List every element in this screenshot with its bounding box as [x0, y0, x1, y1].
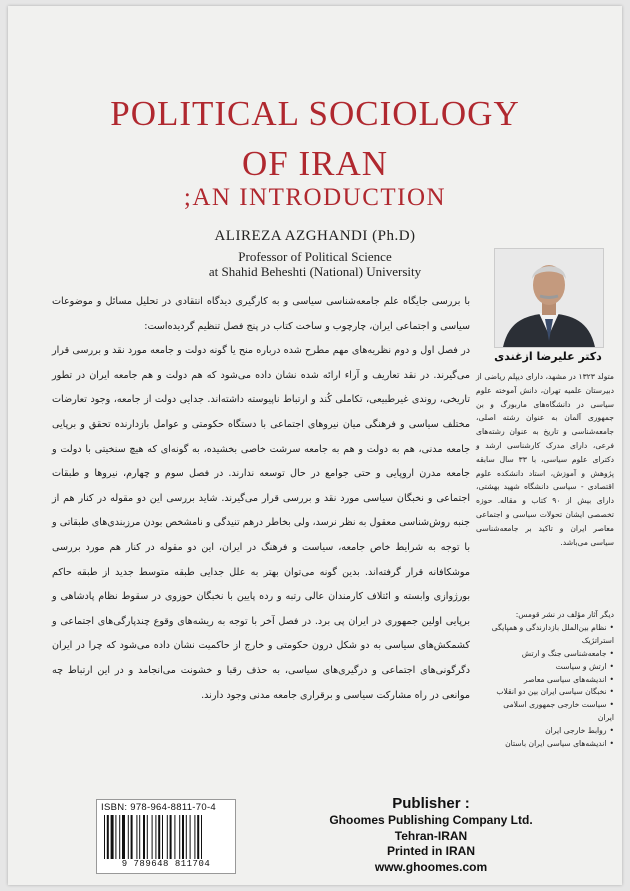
- author-bio: [476, 370, 614, 549]
- other-works: [488, 609, 614, 751]
- publisher-block: [304, 794, 558, 875]
- isbn-label: ISBN: 978-964-8811-70-4: [101, 802, 216, 813]
- barcode-icon: [103, 815, 229, 859]
- back-cover: [8, 6, 622, 885]
- barcode-block: [96, 799, 236, 874]
- list-item: • روابط خارجی ایران: [488, 725, 614, 738]
- publisher-city: Tehran-IRAN: [394, 828, 468, 843]
- author-role-line1: Professor of Political Science: [238, 249, 392, 264]
- author-bio-text: متولد ۱۳۲۳ در مشهد، دارای دیپلم ریاضی از دبیرستان علمیه تهران، دانش آموخته علوم سیاسی در دانشگاه‌های ماربورگ و بن جمهوری آلمان به عنوان رشته اصلی، جامعه‌شناسی و تاریخ به عنوان رشته‌های فرعی، دارای مدرک کارشناسی ارشد و دکترای علوم سیاسی، با ۳۳ سال سابقه پژوهش و آموزش، استاد دانشکده علوم اقتصادی - سیاسی دانشگاه شهید بهشتی، دارای بیش از ۹۰ کتاب و مقاله. حوزه تخصصی ایشان تحولات سیاسی و اجتماعی معاصر ایران و تاکید بر جامعه‌شناسی سیاسی می‌باشد.: [476, 372, 615, 547]
- blurb-paragraph-1: با بررسی جایگاه علم جامعه‌شناسی سیاسی و به کارگیری دیدگاه انتقادی در تحلیل مسائل و موضوعات سیاسی و اجتماعی ایران، چارچوب و ساخت کتاب در پنج فصل تنظیم گردیده‌است:: [52, 296, 470, 332]
- publisher-printed: Printed in IRAN: [386, 844, 475, 858]
- blurb-paragraph-2: در فصل اول و دوم نظریه‌های مهم مطرح شده درباره منح یا گونه دولت و جامعه مورد نقد و بررسی قرار می‌گیرند. در نقد تعاریف و آراء ارائه شده نشان داده می‌شود که هم دولت و هم جامعه ایران در تطور تاریخی، روندی غیرطبیعی، تکاملی کُند و ارتباط ناپیوسته داشته‌اند. جدایی دولت از جامعه، وجود تعارضات مختلف سیاسی و فرهنگی میان نیروهای اجتماعی با دستگاه حکومتی و عوامل بازدارنده تحقق و برپایی جامعه مدنی، هم به دولت و هم به جامعه سرشت خاصی بخشیده، به گونه‌ای که هیچ سنخیتی با دولت و جامعه مدرن اروپایی و حتی جوامع در حال توسعه ندارند. در فصل سوم و چهارم، نیروها و طبقات اجتماعی و نخبگان سیاسی مورد نقد و بررسی قرار می‌گیرند. شاید بررسی این دو مقوله در کنار هم از جنبه روش‌شناسی معقول به نظر نرسد، ولی بخاطر درهم تنیدگی و نامشخص بودن مرزبندی‌های طبقاتی و با توجه به شرایط خاص جامعه، سیاست و فرهنگ در ایران، این دو مقوله در کنار هم مورد بررسی موشکافانه قرار گرفته‌اند. بدین گونه می‌توان بهتر به علل جدایی طبقه متوسط جدید از طبقه حاکم بورژوازی وابسته و ائتلاف کارمندان عالی رتبه و رده پایین با نخبگان حوزوی در سقوط نظام پادشاهی و برپایی اولین جمهوری در ایران پی برد. در فصل آخر با توجه به ریشه‌های وقوع چندپارگی‌های اجتماعی و کشمکش‌های سیاسی به دو شکل درون حکومتی و خارج از حاکمیت نشان داده می‌شود که چرا در ایران دگرگونی‌های اجتماعی و درگیری‌های سیاسی، به حذف رقبا و خشونت می‌انجامد و در این ارتباط چه موانعی در راه مشارکت سیاسی و برقراری جامعه مدنی وجود دارند.: [52, 345, 470, 701]
- book-title-line2: OF IRAN: [241, 144, 389, 183]
- book-subtitle: ;AN INTRODUCTION: [183, 184, 447, 211]
- author-caption: دکتر علیرضا ازغندی: [494, 350, 602, 363]
- list-item: • سیاست خارجی جمهوری اسلامی ایران: [488, 699, 614, 725]
- list-item: • ارتش و سیاست: [488, 661, 614, 674]
- publisher-name: Ghoomes Publishing Company Ltd.: [329, 813, 533, 827]
- list-item: • اندیشه‌های سیاسی ایران باستان: [488, 738, 614, 751]
- list-item: • نخبگان سیاسی ایران بین دو انقلاب: [488, 686, 614, 699]
- barcode-number: 9 789648 811704: [121, 859, 211, 869]
- other-works-list: [488, 622, 614, 751]
- author-name: ALIREZA AZGHANDI (Ph.D): [214, 228, 416, 244]
- list-item: • نظام بین‌الملل بازدارندگی و همپایگی استراتژیک: [488, 622, 614, 648]
- author-portrait-icon: [494, 248, 604, 348]
- book-blurb: [52, 290, 470, 708]
- list-item: • اندیشه‌های سیاسی معاصر: [488, 674, 614, 687]
- publisher-heading: Publisher :: [392, 795, 470, 812]
- author-role-line2: at Shahid Beheshti (National) University: [208, 264, 422, 279]
- book-title-line1: POLITICAL SOCIOLOGY: [110, 94, 520, 133]
- publisher-website: www.ghoomes.com: [374, 859, 488, 874]
- list-item: • جامعه‌شناسی جنگ و ارتش: [488, 648, 614, 661]
- other-works-heading: دیگر آثار مؤلف در نشر قومس:: [515, 610, 614, 619]
